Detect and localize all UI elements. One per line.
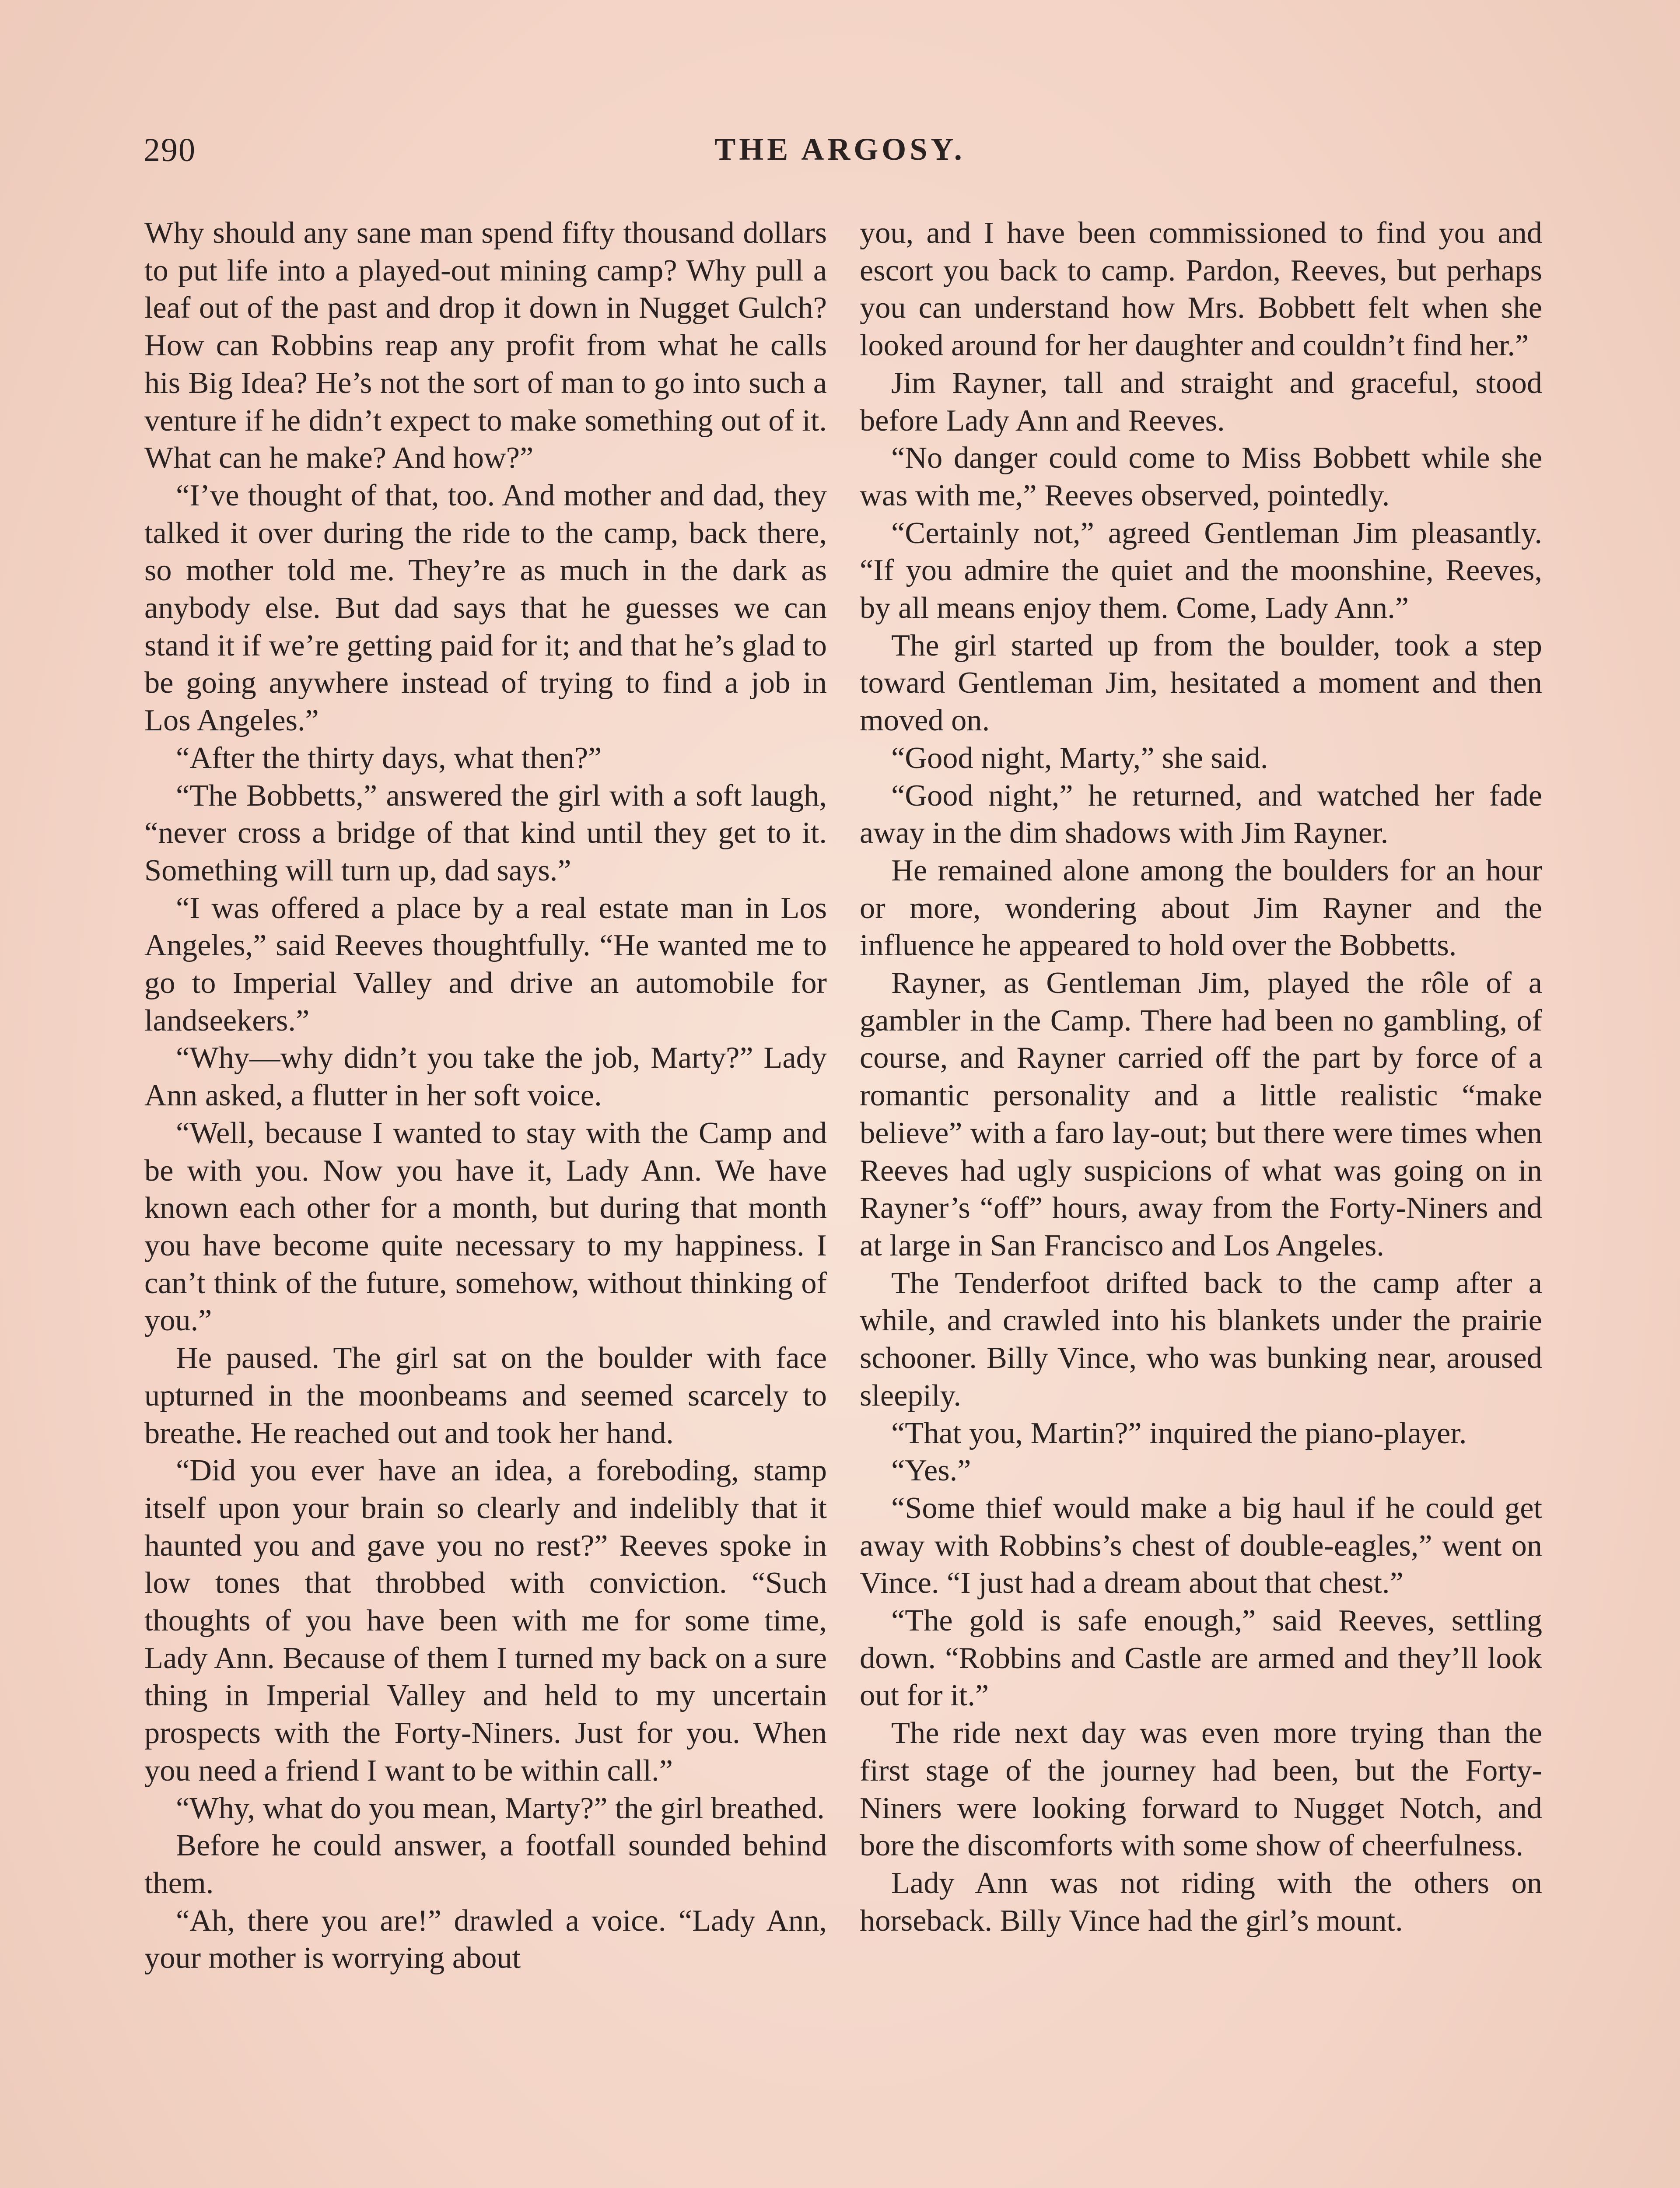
paragraph: “After the thirty days, what then?” — [176, 740, 602, 775]
paragraph: “Good night,” he returned, and watched her fade away in the dim shadows with Jim Rayner. — [860, 778, 1542, 850]
paragraph: “I’ve thought of that, too. And mother and dad, they talked it over during the ride to the camp, back there, so mother told me. They’re as much in the dark as anybody else. But dad says that he guesses we can stand it if we’re getting paid for it; and that he’s glad to be going anywhere instead of trying to find a job in Los Angeles.” — [144, 478, 827, 738]
paragraph: “Certainly not,” agreed Gentleman Jim pleasantly. “If you admire the quiet and the moonshine, Reeves, by all means enjoy them. Come, Lady Ann.” — [860, 515, 1542, 625]
left-column — [144, 214, 827, 1977]
paragraph: “The gold is safe enough,” said Reeves, settling down. “Robbins and Castle are armed and they’ll look out for it.” — [860, 1603, 1542, 1713]
paragraph: “The Bobbetts,” answered the girl with a soft laugh, “never cross a bridge of that kind until they get to it. Something will turn up, dad says.” — [144, 778, 827, 887]
paragraph: “Why—why didn’t you take the job, Marty?” Lady Ann asked, a flutter in her soft voice. — [144, 1041, 827, 1113]
paragraph: “Good night, Marty,” she said. — [891, 740, 1268, 775]
paragraph: Before he could answer, a footfall sounded behind them. — [144, 1828, 827, 1900]
paragraph: The ride next day was even more trying than the first stage of the journey had been, but the Forty-Niners were looking forward to Nugget Notch, and bore the discomforts with some show of cheerfulness. — [860, 1716, 1542, 1863]
paragraph: The Tenderfoot drifted back to the camp after a while, and crawled into his blankets under the prairie schooner. Billy Vince, who was bunking near, aroused sleepily. — [860, 1266, 1542, 1413]
page-number: 290 — [144, 132, 196, 168]
paragraph: “Yes.” — [891, 1453, 971, 1488]
paragraph: “Why, what do you mean, Marty?” the girl breathed. — [176, 1791, 825, 1825]
paragraph: “I was offered a place by a real estate man in Los Angeles,” said Reeves thoughtfully. “He wanted me to go to Imperial Valley and drive an automobile for landseekers.” — [144, 891, 827, 1038]
paragraph: “No danger could come to Miss Bobbett while she was with me,” Reeves observed, pointedly. — [860, 441, 1542, 512]
paragraph: Rayner, as Gentleman Jim, played the rôle of a gambler in the Camp. There had been no gambling, of course, and Rayner carried off the part by force of a romantic personality and a little realistic “make believe” with a faro lay-out; but there were times when Reeves had ugly suspicions of what was going on in Rayner’s “off” hours, away from the Forty-Niners and at large in San Francisco and Los Angeles. — [860, 966, 1542, 1262]
paragraph: Jim Rayner, tall and straight and graceful, stood before Lady Ann and Reeves. — [860, 365, 1542, 438]
paragraph: “That you, Martin?” inquired the piano-player. — [891, 1416, 1467, 1450]
paragraph: “Did you ever have an idea, a foreboding, stamp itself upon your brain so clearly and indelibly that it haunted you and gave you no rest?” Reeves spoke in low tones that throbbed with conviction. “Such thoughts of you have been with me for some time, Lady Ann. Because of them I turned my back on a sure thing in Imperial Valley and held to my uncertain prospects with the Forty-Niners. Just for you. When you need a friend I want to be within call.” — [144, 1453, 827, 1788]
paragraph: Lady Ann was not riding with the others on horseback. Billy Vince had the girl’s mount. — [860, 1865, 1542, 1938]
paragraph: Why should any sane man spend fifty thousand dollars to put life into a played-out mining camp? Why pull a leaf out of the past and drop it down in Nugget Gulch? How can Robbins reap any profit from what he calls his Big Idea? He’s not the sort of man to go into such a venture if he didn’t expect to make something out of it. What can he make? And how?” — [144, 216, 827, 475]
running-title: THE ARGOSY. — [714, 132, 966, 167]
paragraph: you, and I have been commissioned to find you and escort you back to camp. Pardon, Reeves, but perhaps you can understand how Mrs. Bobbett felt when she looked around for her daughter and couldn’t find her.” — [860, 216, 1542, 363]
paragraph: He remained alone among the boulders for an hour or more, wondering about Jim Rayner and the influence he appeared to hold over the Bobbetts. — [860, 853, 1542, 963]
paragraph: He paused. The girl sat on the boulder with face upturned in the moonbeams and seemed scarcely to breathe. He reached out and took her hand. — [144, 1341, 827, 1450]
paragraph: The girl started up from the boulder, took a step toward Gentleman Jim, hesitated a moment and then moved on. — [860, 628, 1542, 738]
paragraph: “Some thief would make a big haul if he could get away with Robbins’s chest of double-eagles,” went on Vince. “I just had a dream about that chest.” — [860, 1490, 1542, 1600]
right-column — [860, 214, 1542, 1939]
page-header — [140, 131, 1540, 184]
paragraph: “Ah, there you are!” drawled a voice. “Lady Ann, your mother is worrying about — [144, 1903, 827, 1975]
paragraph: “Well, because I wanted to stay with the Camp and be with you. Now you have it, Lady Ann. We have known each other for a month, but during that month you have become quite necessary to my happiness. I can’t think of the future, somehow, without thinking of you.” — [144, 1115, 827, 1338]
